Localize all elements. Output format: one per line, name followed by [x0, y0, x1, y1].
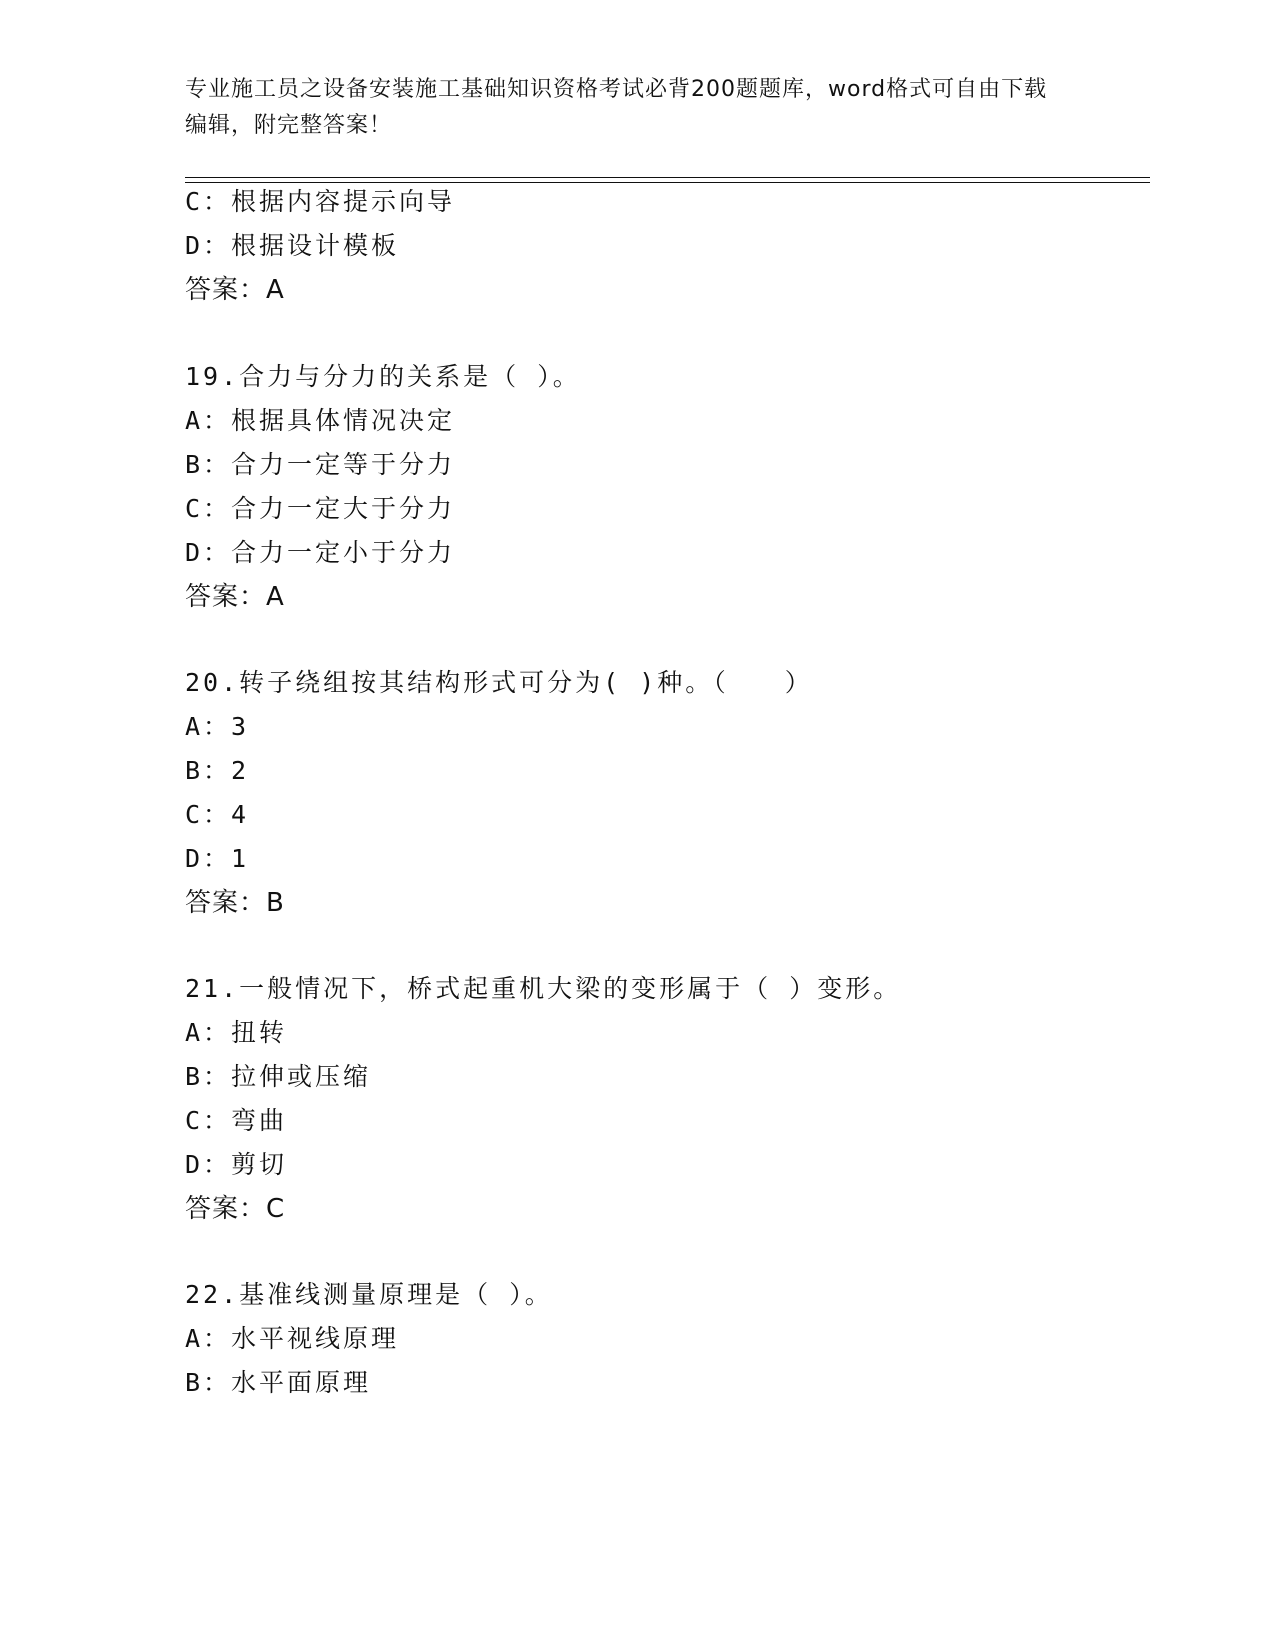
q20-option-d: D：1 — [185, 844, 250, 873]
q20-option-a: A：3 — [185, 712, 250, 741]
q21-option-c: C：弯曲 — [185, 1106, 288, 1135]
q19-option-b: B：合力一定等于分力 — [185, 450, 456, 479]
q21-option-a: A：扭转 — [185, 1018, 288, 1047]
q19-option-d: D：合力一定小于分力 — [185, 538, 456, 567]
q19-option-a: A：根据具体情况决定 — [185, 406, 456, 435]
q21-answer: 答案：C — [185, 1194, 286, 1224]
q18-option-d: D：根据设计模板 — [185, 231, 400, 260]
q20-stem: 20.转子绕组按其结构形式可分为( )种。（ ） — [185, 668, 813, 697]
q20-option-b: B：2 — [185, 756, 250, 785]
q18-option-c: C：根据内容提示向导 — [185, 187, 456, 216]
q21-option-b: B：拉伸或压缩 — [185, 1062, 372, 1091]
header-divider-top — [185, 177, 1150, 178]
q20-option-c: C：4 — [185, 800, 250, 829]
q21-stem: 21.一般情况下，桥式起重机大梁的变形属于（ ）变形。 — [185, 974, 902, 1003]
q20-answer: 答案：B — [185, 888, 285, 918]
q22-option-a: A：水平视线原理 — [185, 1324, 400, 1353]
q22-option-b: B：水平面原理 — [185, 1368, 372, 1397]
q18-answer: 答案：A — [185, 275, 285, 305]
header-divider-bottom — [185, 182, 1150, 183]
q19-stem: 19.合力与分力的关系是（ ）。 — [185, 362, 581, 391]
q22-stem: 22.基准线测量原理是（ ）。 — [185, 1280, 553, 1309]
q21-option-d: D：剪切 — [185, 1150, 288, 1179]
q19-answer: 答案：A — [185, 582, 285, 612]
document-header: 专业施工员之设备安装施工基础知识资格考试必背200题题库，word格式可自由下载编辑，附完整答案！ — [185, 77, 1048, 138]
q19-option-c: C：合力一定大于分力 — [185, 494, 456, 523]
